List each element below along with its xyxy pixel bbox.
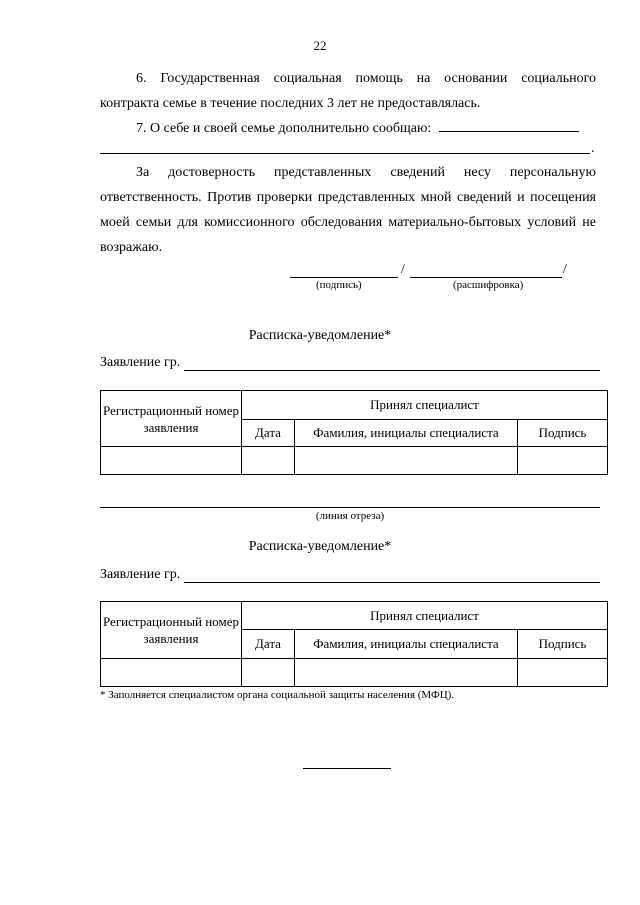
specialist-name-cell[interactable] bbox=[295, 447, 518, 475]
receipt-title-2: Расписка-уведомление* bbox=[248, 539, 392, 554]
accepted-header: Принял специалист bbox=[242, 602, 608, 630]
specialist-name-cell[interactable] bbox=[295, 659, 518, 687]
page-number: 22 bbox=[313, 38, 327, 53]
sign-header: Подпись bbox=[518, 420, 608, 447]
date-header: Дата bbox=[242, 420, 295, 447]
end-rule bbox=[303, 768, 391, 769]
accepted-header: Принял специалист bbox=[242, 391, 608, 420]
cut-line-label: (линия отреза) bbox=[315, 510, 385, 522]
decode-label: (расшифровка) bbox=[453, 279, 524, 291]
receipt-table-1 bbox=[100, 390, 608, 475]
item-6-text: 6. Государственная социальная помощь на основании социального контракта семье в течение последних 3 лет не предоставлялась. bbox=[100, 71, 596, 111]
signature-line[interactable] bbox=[290, 277, 398, 278]
sign-header: Подпись bbox=[518, 630, 608, 659]
specialist-name-header: Фамилия, инициалы специалиста bbox=[295, 420, 518, 447]
date-header: Дата bbox=[242, 630, 295, 659]
reg-number-header: Регистрационный номер заявления bbox=[101, 602, 242, 659]
receipt-title-1: Расписка-уведомление* bbox=[248, 328, 392, 343]
declaration-text: За достоверность представленных сведений несу персональную ответственность. Против проверки представленных мной сведений и посещения моей семьи для комиссионного обследования материально-бытовых условий не возражаю. bbox=[100, 165, 596, 255]
signature-label: (подпись) bbox=[316, 279, 362, 291]
application-label-2: Заявление гр. bbox=[100, 567, 181, 582]
application-row-1 bbox=[100, 355, 600, 371]
application-row-2 bbox=[100, 567, 600, 583]
signature-slash: / bbox=[401, 262, 405, 277]
reg-number-header: Регистрационный номер заявления bbox=[101, 391, 242, 447]
decode-slash: / bbox=[563, 262, 567, 277]
date-cell[interactable] bbox=[242, 447, 295, 475]
reg-number-cell[interactable] bbox=[101, 447, 242, 475]
item-7-row bbox=[100, 116, 596, 141]
date-cell[interactable] bbox=[242, 659, 295, 687]
item-7-end-period: . bbox=[591, 141, 595, 156]
specialist-name-header: Фамилия, инициалы специалиста bbox=[295, 630, 518, 659]
sign-cell[interactable] bbox=[518, 447, 608, 475]
application-fill-1[interactable] bbox=[184, 356, 600, 371]
application-label-1: Заявление гр. bbox=[100, 355, 181, 370]
item-7-fill[interactable] bbox=[439, 117, 579, 132]
decode-line[interactable] bbox=[410, 277, 562, 278]
receipt-table-2 bbox=[100, 601, 608, 687]
item-7-label: 7. О себе и своей семье дополнительно сообщаю: bbox=[136, 121, 432, 136]
footnote: * Заполняется специалистом органа социальной защиты населения (МФЦ). bbox=[100, 689, 455, 701]
sign-cell[interactable] bbox=[518, 659, 608, 687]
cut-line bbox=[100, 507, 600, 508]
application-fill-2[interactable] bbox=[184, 568, 600, 583]
item-7-continuation-line[interactable] bbox=[100, 153, 590, 154]
reg-number-cell[interactable] bbox=[101, 659, 242, 687]
